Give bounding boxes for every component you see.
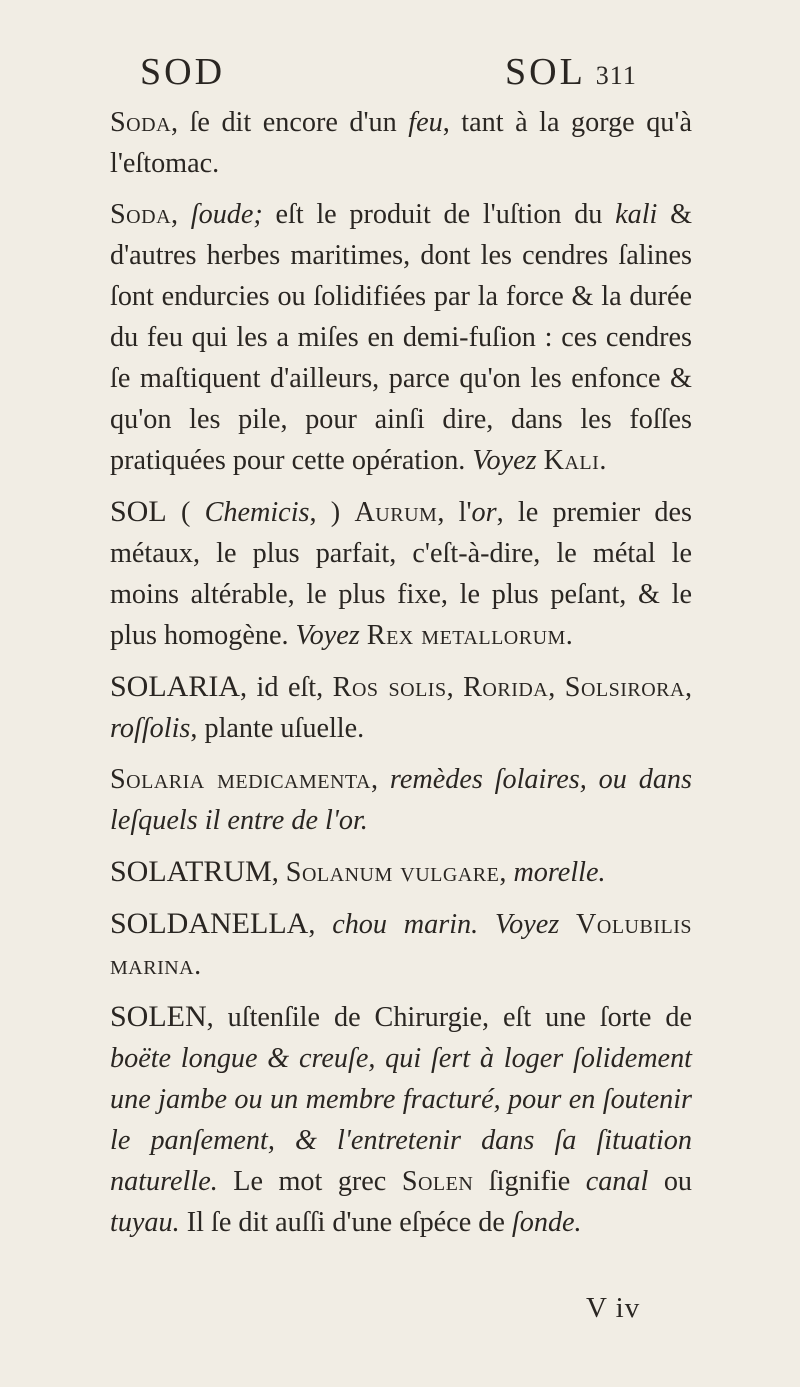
entry-segment: SOLEN <box>110 1000 207 1033</box>
running-head-right-word: SOL <box>505 51 586 93</box>
entry-segment: Solen <box>401 1166 474 1197</box>
entry-segment: Le mot grec <box>217 1166 402 1197</box>
entry-segment: . <box>194 950 202 981</box>
running-head-left: SOD <box>140 51 226 93</box>
running-head-right <box>505 50 637 94</box>
entry-segment: chou marin. Voyez <box>332 909 560 940</box>
entry-segment: tuyau. <box>110 1207 180 1238</box>
entry-segment: eſt le produit de l'uſtion du <box>262 199 616 230</box>
entry-segment: & d'autres herbes maritimes, dont les cendres ſalines ſont endurcies ou ſolidifiées par la force & la durée du feu qui les a miſes en demi-fuſion : ces cendres ſe maſtiquent d'ailleurs, parce qu'on les enfonce & qu'on les pile, pour ainſi dire, dans les foſſes pratiquées pour cette opération. <box>110 199 692 476</box>
entry-segment: boëte longue & creuſe, qui ſert à loger ſolidement une jambe ou un membre fracturé, pour en ſoutenir le panſement, & l'entretenir dans ſa ſituation naturelle. <box>110 1043 692 1197</box>
entry-segment: , le premier des métaux, le plus parfait, c'eſt-à-dire, le métal le moins altérable, le plus fixe, le plus peſant, & le plus homogène. <box>110 497 693 651</box>
entry-segment: , <box>371 764 390 795</box>
running-head <box>140 50 688 92</box>
entry-segment: Solanum vulgare <box>285 857 500 888</box>
entry-segment <box>537 445 544 476</box>
entry-segment: ſonde. <box>511 1207 582 1238</box>
entry-soldanella <box>110 903 692 986</box>
entry-solatrum <box>110 851 692 893</box>
signature-mark: V iv <box>586 1292 641 1324</box>
entry-segment: Kali <box>543 445 600 476</box>
entry-segment: , <box>446 672 464 703</box>
entry-segment: , <box>271 857 286 888</box>
entry-segment: Voyez <box>295 620 360 651</box>
entry-soda-2 <box>110 194 692 481</box>
entries-column <box>110 102 692 1253</box>
entry-segment: Solaria medicamenta <box>110 764 371 795</box>
entry-segment: remèdes ſolaires, ou dans leſquels il entre de l'or. <box>110 764 692 836</box>
entry-segment: Rorida <box>463 672 549 703</box>
entry-segment: Ros solis <box>332 672 447 703</box>
entry-segment: SOL <box>110 495 167 528</box>
entry-segment: , uſtenſile de Chirurgie, eſt une ſorte de <box>206 1002 692 1033</box>
entry-segment: roſſolis <box>110 713 191 744</box>
entry-segment: Solsirora <box>564 672 685 703</box>
entry-segment: Chemicis <box>204 497 310 528</box>
entry-segment: , <box>499 857 514 888</box>
entry-segment: morelle. <box>513 857 606 888</box>
entry-segment: Soda <box>110 107 172 138</box>
entry-segment: or <box>471 497 497 528</box>
entry-segment: ou <box>648 1166 692 1197</box>
entry-segment: ſignifie <box>473 1166 586 1197</box>
entry-segment: feu <box>408 107 443 138</box>
entry-segment: ( <box>166 497 205 528</box>
entry-segment: , ſe dit encore d'un <box>171 107 409 138</box>
entry-segment: , l' <box>437 497 472 528</box>
entry-segment: ſoude; <box>190 199 263 230</box>
entry-segment: , tant à la gorge qu'à l'eſtomac. <box>110 107 692 179</box>
entry-segment: kali <box>615 199 658 230</box>
entry-segment: , plante uſuelle. <box>190 713 365 744</box>
entry-segment: Aurum <box>354 497 438 528</box>
entry-segment: , <box>684 672 693 703</box>
entry-segment: , <box>171 199 191 230</box>
entry-segment: SOLATRUM <box>110 855 272 888</box>
entry-segment: Volubilis marina <box>110 909 692 981</box>
entry-segment: SOLDANELLA <box>110 907 309 940</box>
entry-segment <box>559 909 576 940</box>
entry-segment: , id eſt, <box>240 672 333 703</box>
entry-segment: Il ſe dit auſſi d'une eſpéce de <box>179 1207 512 1238</box>
entry-solaria-medicamenta <box>110 759 692 841</box>
entry-segment: Rex metallorum <box>366 620 566 651</box>
entry-solaria <box>110 666 692 749</box>
entry-segment: Soda <box>110 199 172 230</box>
entry-sol <box>110 491 692 656</box>
page-number: 311 <box>595 61 637 90</box>
entry-segment: . <box>565 620 573 651</box>
entry-segment: , <box>548 672 565 703</box>
entry-segment: SOLARIA <box>110 670 241 703</box>
entry-solen <box>110 996 692 1243</box>
entry-segment: , ) <box>309 497 355 528</box>
entry-segment: canal <box>585 1166 649 1197</box>
entry-segment <box>360 620 367 651</box>
entry-segment: Voyez <box>472 445 537 476</box>
entry-soda-1 <box>110 102 692 184</box>
entry-segment: , <box>308 909 333 940</box>
entry-segment: . <box>599 445 607 476</box>
